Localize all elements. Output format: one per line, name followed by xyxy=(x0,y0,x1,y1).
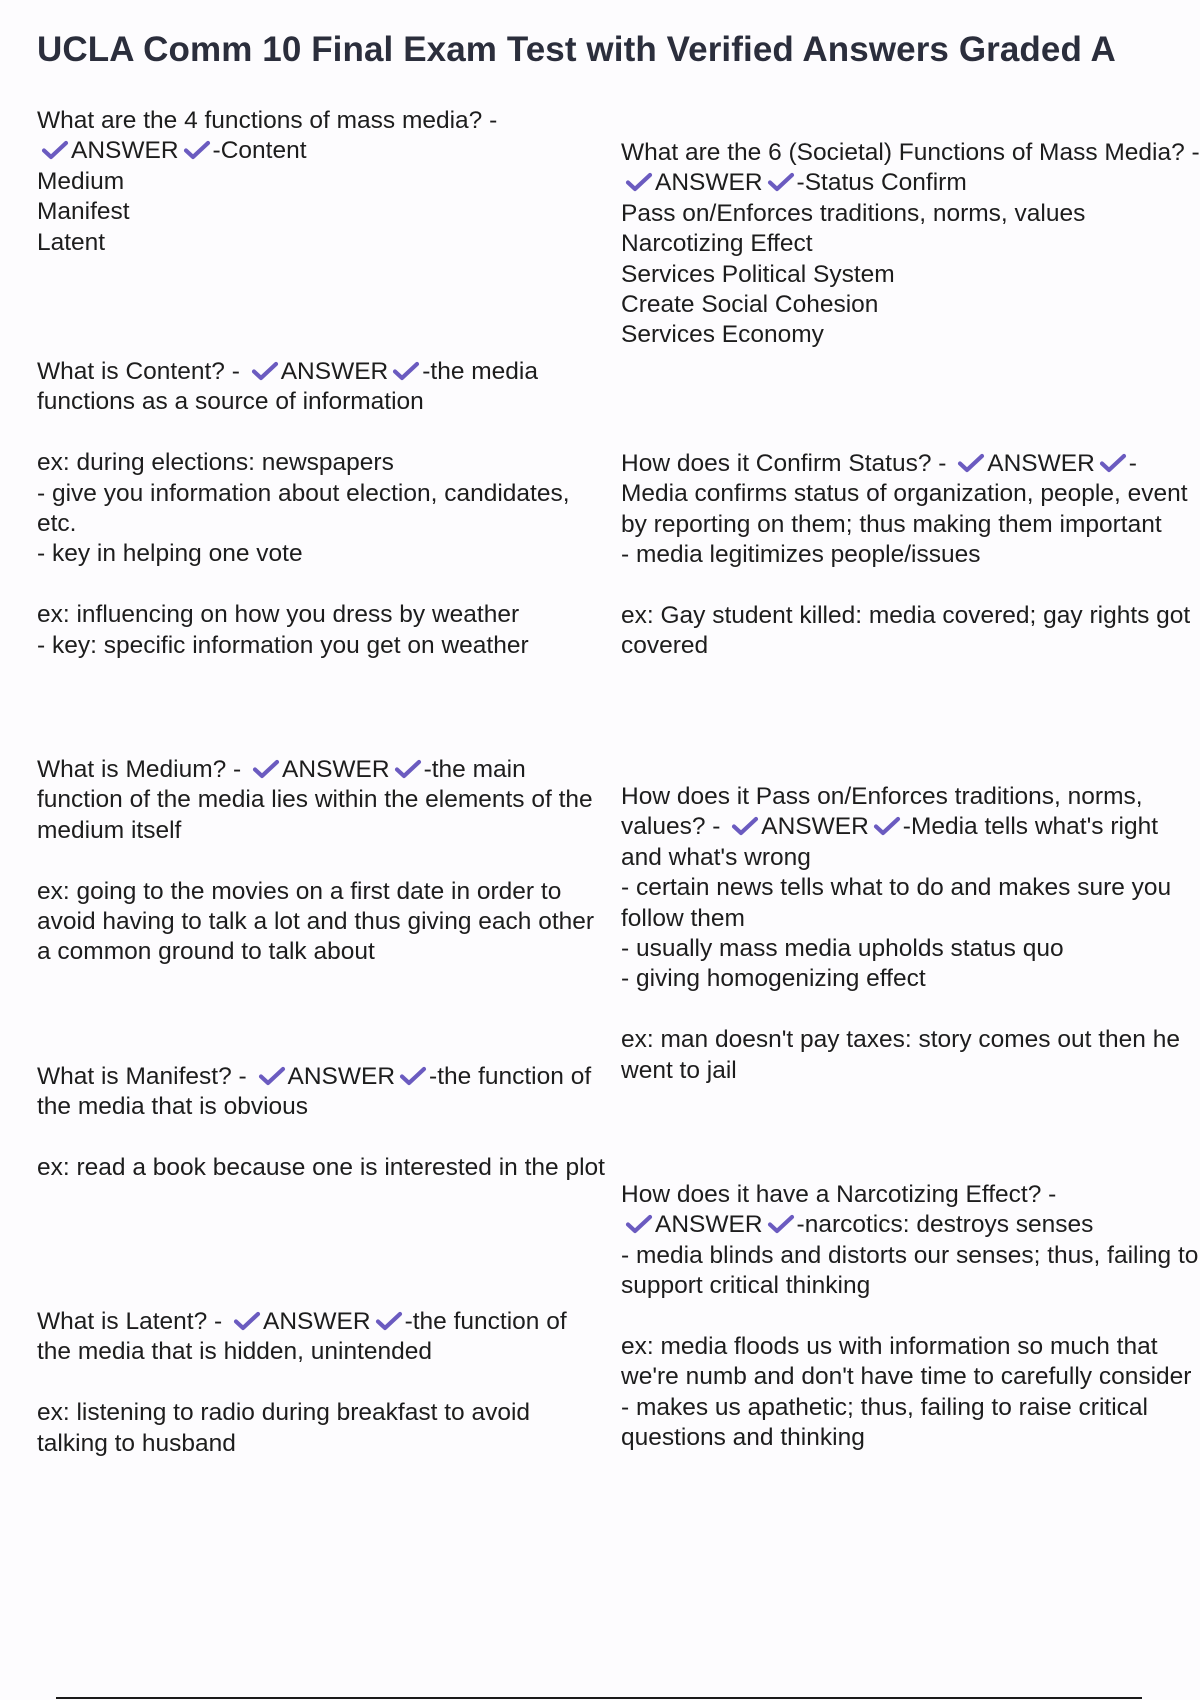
answer-line: Services Economy xyxy=(621,321,824,349)
answer-line: - usually mass media upholds status quo xyxy=(621,935,1064,963)
example-line: ex: going to the movies on a first date in order to avoid having to talk a lot and thus giving each other a common ground to talk about xyxy=(37,877,595,966)
qa-question-answer xyxy=(621,1180,1200,1302)
answer-line: Latent xyxy=(37,228,106,256)
qa-block xyxy=(621,138,1200,351)
answer-marker: ANSWER xyxy=(282,756,390,783)
qa-question-answer xyxy=(621,782,1200,995)
qa-block xyxy=(621,782,1200,1086)
example-paragraph xyxy=(621,1332,1200,1454)
example-paragraph xyxy=(37,600,607,661)
checkmark-icon xyxy=(873,815,901,837)
qa-block xyxy=(37,755,607,968)
checkmark-icon xyxy=(394,758,422,780)
answer-line: - certain news tells what to do and makes sure you follow them xyxy=(621,874,1172,932)
example-paragraph xyxy=(37,1398,607,1459)
checkmark-icon xyxy=(375,1310,403,1332)
example-line: - give you information about election, candidates, etc. xyxy=(37,479,570,538)
answer-text: -the function of the media that is hidden, unintended xyxy=(37,1308,567,1366)
example-line: ex: listening to radio during breakfast to avoid talking to husband xyxy=(37,1399,531,1457)
answer-line: Pass on/Enforces traditions, norms, values xyxy=(621,199,1086,227)
answer-marker: ANSWER xyxy=(987,450,1095,477)
answer-line: - media blinds and distorts our senses; thus, failing to support critical thinking xyxy=(621,1241,1199,1300)
example-line: ex: during elections: newspapers xyxy=(37,449,394,477)
checkmark-icon xyxy=(252,758,280,780)
answer-marker: ANSWER xyxy=(655,1211,763,1239)
question-text: How does it have a Narcotizing Effect? - xyxy=(621,1181,1057,1208)
answer-marker: ANSWER xyxy=(71,137,179,165)
example-line: ex: man doesn't pay taxes: story comes out then he went to jail xyxy=(621,1026,1180,1084)
checkmark-icon xyxy=(392,360,420,382)
answer-line: Services Political System xyxy=(621,260,895,288)
answer-marker: ANSWER xyxy=(287,1063,396,1090)
checkmark-icon xyxy=(625,1213,653,1235)
answer-line: - media legitimizes people/issues xyxy=(621,541,981,569)
checkmark-icon xyxy=(767,1213,795,1235)
example-line: - key in helping one vote xyxy=(37,540,303,568)
example-paragraph xyxy=(37,877,607,968)
checkmark-icon xyxy=(183,139,211,161)
qa-question-answer xyxy=(37,755,607,846)
question-text: What is Manifest? - xyxy=(37,1063,247,1090)
question-text: What is Medium? - xyxy=(37,756,242,783)
example-line: ex: influencing on how you dress by weather xyxy=(37,601,520,629)
example-paragraph xyxy=(621,1025,1200,1086)
answer-marker: ANSWER xyxy=(263,1308,371,1335)
checkmark-icon xyxy=(399,1065,427,1087)
checkmark-icon xyxy=(767,171,795,193)
example-line: ex: media floods us with information so much that we're numb and don't have time to carefully consider xyxy=(621,1333,1192,1391)
answer-line: Create Social Cohesion xyxy=(621,291,879,319)
checkmark-icon xyxy=(251,360,279,382)
answer-text: -Content xyxy=(212,137,307,165)
qa-question-answer xyxy=(621,138,1200,351)
question-text: How does it Confirm Status? - xyxy=(621,450,947,477)
answer-marker: ANSWER xyxy=(280,358,389,385)
example-line: - key: specific information you get on weather xyxy=(37,631,529,659)
example-paragraph xyxy=(37,1153,607,1183)
qa-block xyxy=(37,357,607,661)
answer-line: Medium xyxy=(37,167,125,195)
answer-line: Manifest xyxy=(37,198,130,226)
checkmark-icon xyxy=(625,171,653,193)
qa-block xyxy=(37,106,607,258)
example-line: - makes us apathetic; thus, failing to raise critical questions and thinking xyxy=(621,1393,1148,1452)
answer-marker: ANSWER xyxy=(761,813,869,841)
checkmark-icon xyxy=(957,452,985,474)
example-line: ex: Gay student killed: media covered; gay rights got covered xyxy=(621,602,1191,660)
question-text: What are the 4 functions of mass media? - xyxy=(37,107,498,134)
question-text: What are the 6 (Societal) Functions of Mass Media? - xyxy=(621,139,1200,166)
answer-marker: ANSWER xyxy=(655,169,763,197)
example-line: ex: read a book because one is interested in the plot xyxy=(37,1154,605,1182)
checkmark-icon xyxy=(233,1310,261,1332)
qa-block xyxy=(621,449,1200,662)
qa-question-answer xyxy=(37,106,607,258)
question-text: What is Content? - xyxy=(37,358,240,385)
checkmark-icon xyxy=(258,1065,286,1087)
question-text: How does it Pass on/Enforces traditions, norms, values? - xyxy=(621,783,1143,841)
checkmark-icon xyxy=(731,815,759,837)
qa-question-answer xyxy=(37,357,607,418)
example-paragraph xyxy=(621,601,1200,662)
qa-block xyxy=(621,1180,1200,1454)
answer-text: -Media tells what's right and what's wrong xyxy=(621,813,1158,871)
footer-divider xyxy=(56,1697,1142,1699)
answer-text: -narcotics: destroys senses xyxy=(796,1211,1094,1239)
answer-text: -the main function of the media lies within the elements of the medium itself xyxy=(37,756,593,844)
example-paragraph xyxy=(37,448,607,570)
qa-block xyxy=(37,1307,607,1459)
checkmark-icon xyxy=(41,139,69,161)
answer-line: - giving homogenizing effect xyxy=(621,965,926,993)
answer-text: -Status Confirm xyxy=(796,169,967,197)
answer-text: -the media functions as a source of information xyxy=(37,358,539,416)
question-text: What is Latent? - xyxy=(37,1308,223,1335)
qa-question-answer xyxy=(621,449,1200,571)
qa-block xyxy=(37,1062,607,1184)
document-title: UCLA Comm 10 Final Exam Test with Verified Answers Graded A xyxy=(37,30,1116,69)
answer-line: Narcotizing Effect xyxy=(621,230,813,258)
qa-question-answer xyxy=(37,1062,607,1123)
answer-text: - Media confirms status of organization, people, event by reporting on them; thus making them important xyxy=(621,450,1188,538)
qa-question-answer xyxy=(37,1307,607,1368)
checkmark-icon xyxy=(1099,452,1127,474)
answer-text: -the function of the media that is obvious xyxy=(37,1063,592,1121)
